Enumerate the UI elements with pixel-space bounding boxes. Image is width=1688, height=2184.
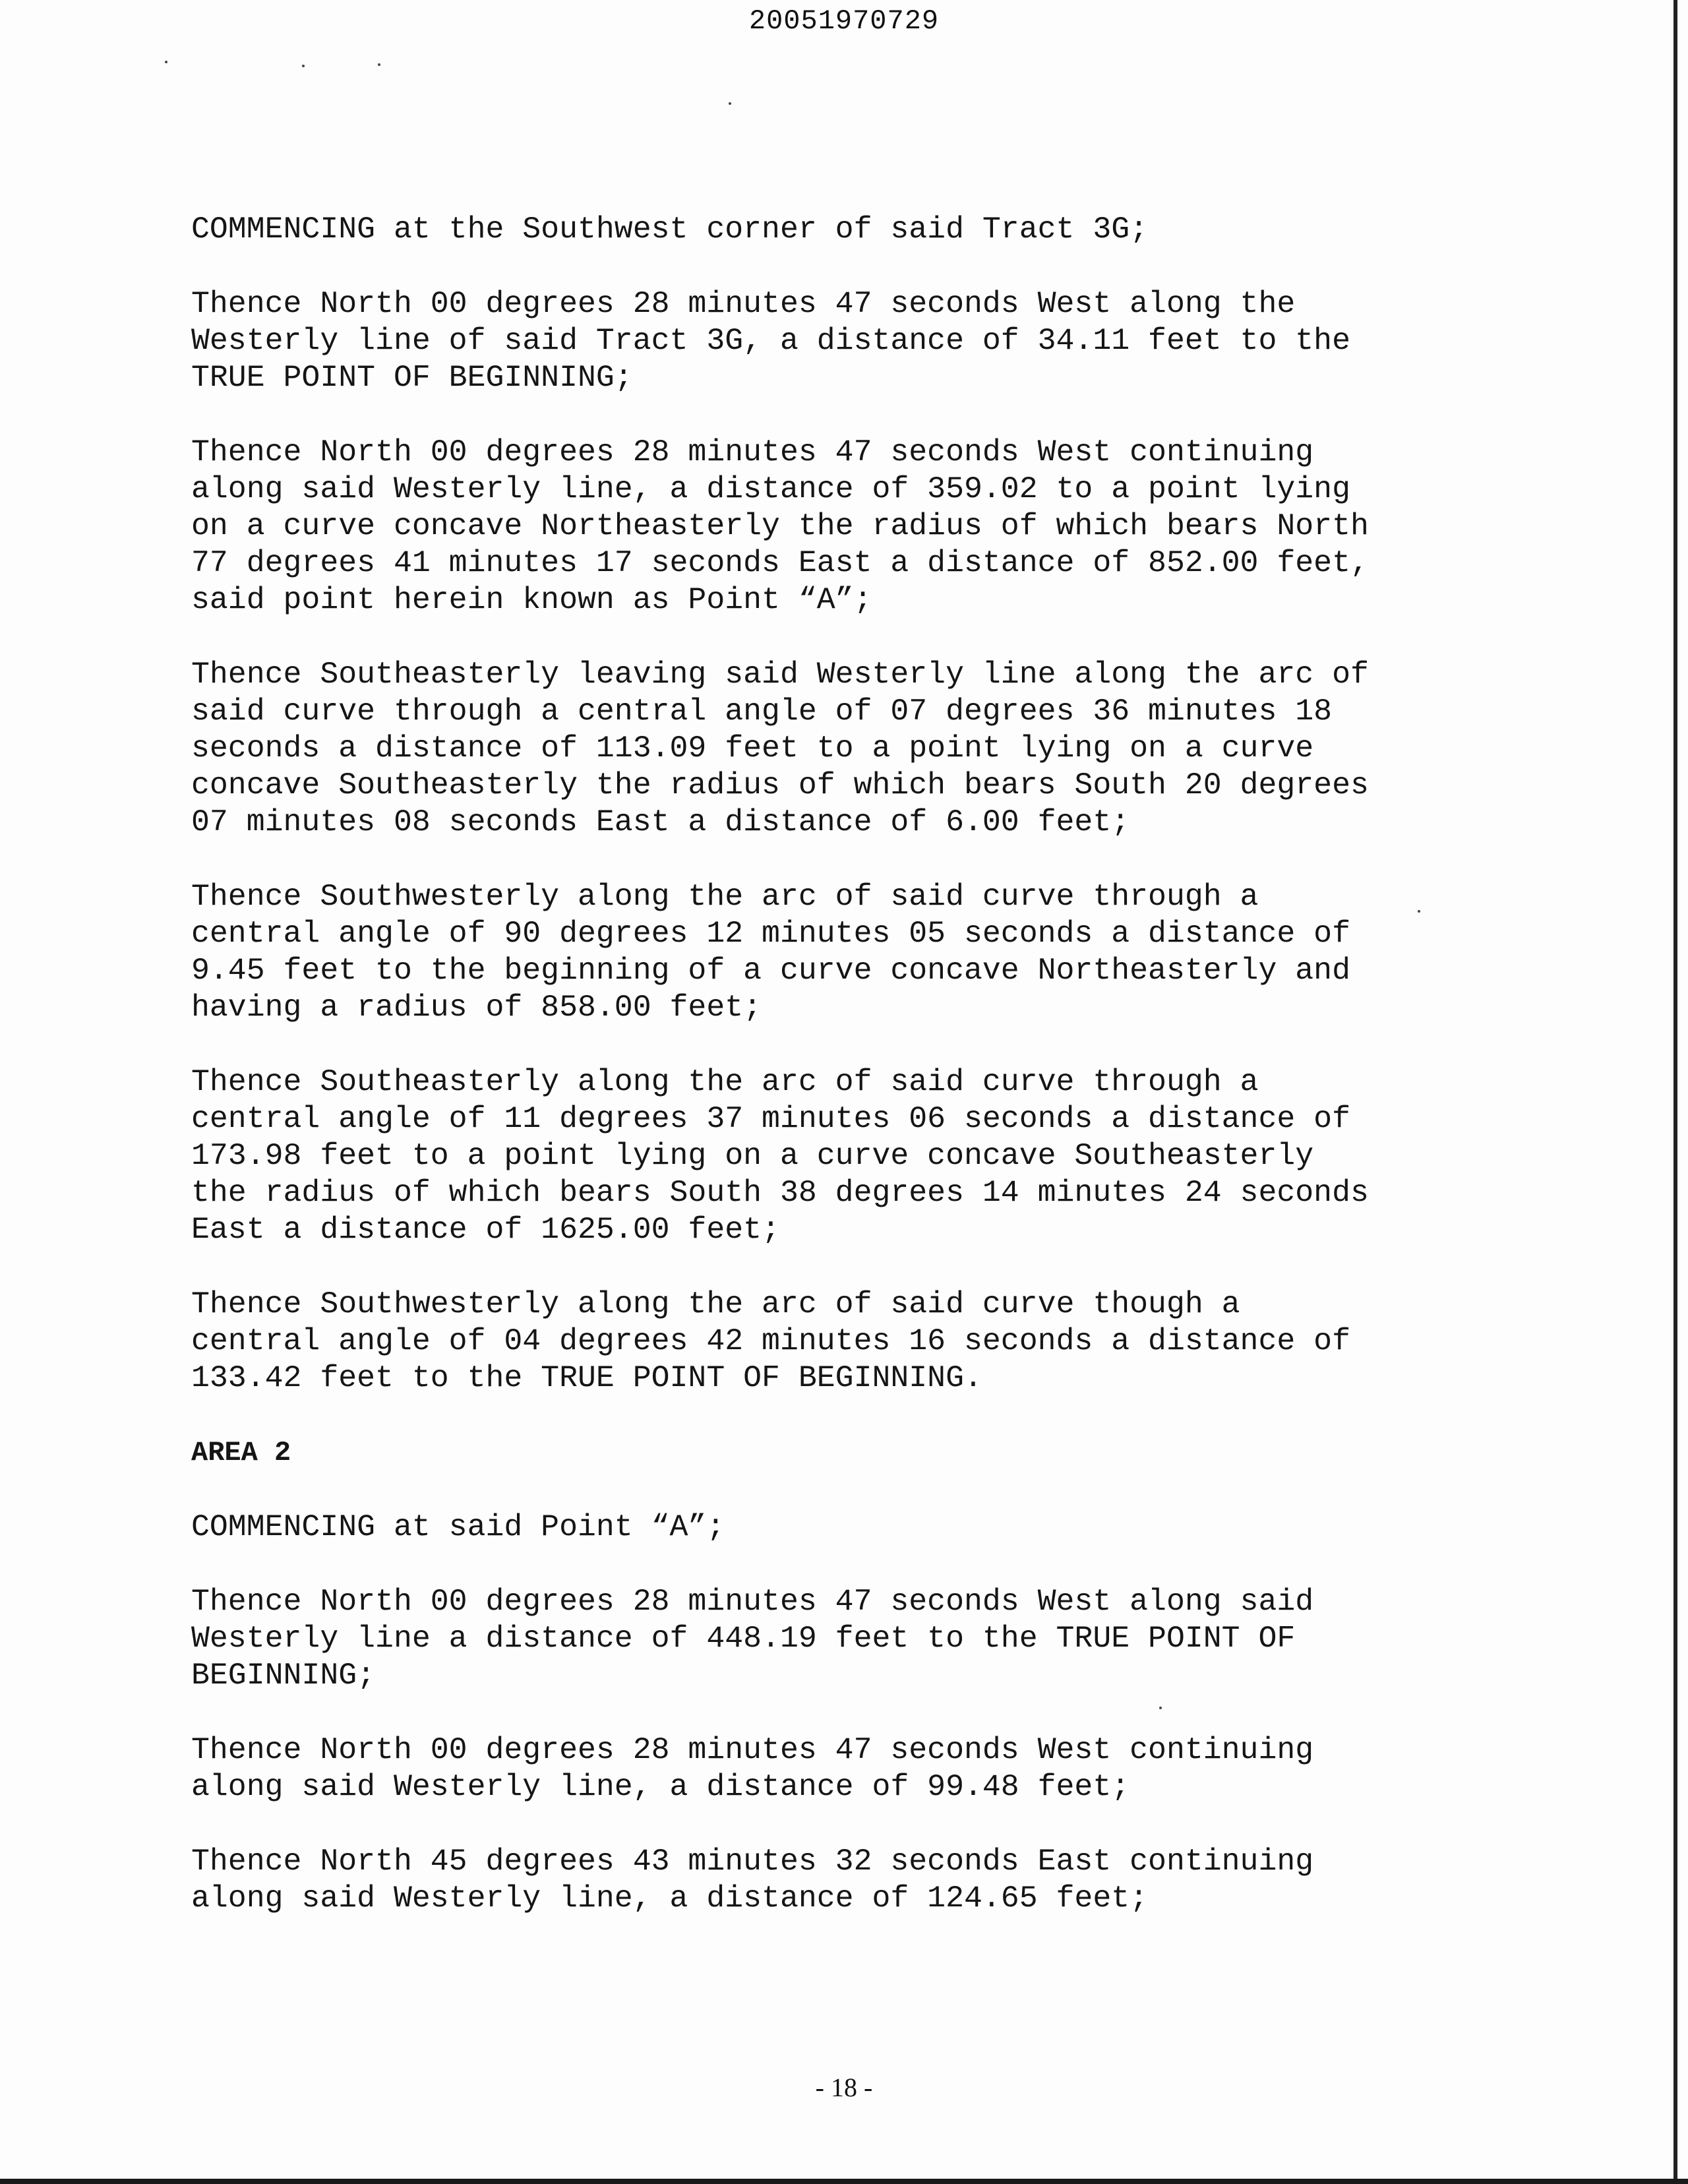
paragraph-course-6: Thence Southwesterly along the arc of said curve though a central angle of 04 degrees 42 minutes 16 seconds a distance of 133.42 feet to the TRUE POINT OF BEGINNING. <box>191 1287 1350 1395</box>
scan-bottom-border <box>0 2179 1688 2184</box>
page-number: - 18 - <box>815 2073 873 2102</box>
paragraph-course-5: Thence Southeasterly along the arc of said curve through a central angle of 11 degrees 37 minutes 06 seconds a distance of 173.98 feet to a point lying on a curve concave Southeasterly the radius of which bears South 38 degrees 14 minutes 24 seconds East a distance of 1625.00 feet; <box>191 1064 1369 1247</box>
area-2-paragraph-commencing: COMMENCING at said Point “A”; <box>191 1509 725 1544</box>
area-2-paragraph-course-3: Thence North 45 degrees 43 minutes 32 seconds East continuing along said Westerly line, a distance of 124.65 feet; <box>191 1844 1314 1916</box>
area-2-paragraph-course-1: Thence North 00 degrees 28 minutes 47 seconds West along said Westerly line a distance of 448.19 feet to the TRUE POINT OF BEGINNING; <box>191 1584 1314 1693</box>
document-number: 20051970729 <box>748 5 940 37</box>
scan-speck <box>729 102 731 105</box>
paragraph-course-3: Thence Southeasterly leaving said Westerly line along the arc of said curve through a central angle of 07 degrees 36 minutes 18 seconds a distance of 113.09 feet to a point lying on a curve concave Southeasterly the radius of which bears South 20 degrees 07 minutes 08 seconds East a distance of 6.00 feet; <box>191 657 1369 839</box>
scan-speck <box>302 65 305 67</box>
area-2-paragraph-course-2: Thence North 00 degrees 28 minutes 47 seconds West continuing along said Westerly line, a distance of 99.48 feet; <box>191 1732 1314 1804</box>
area-2-heading: AREA 2 <box>191 1437 291 1469</box>
scan-speck <box>378 63 380 66</box>
paragraph-commencing: COMMENCING at the Southwest corner of said Tract 3G; <box>191 212 1149 247</box>
scan-right-border <box>1673 0 1677 2179</box>
scan-speck <box>165 61 167 63</box>
paragraph-course-2: Thence North 00 degrees 28 minutes 47 seconds West continuing along said Westerly line, a distance of 359.02 to a point lying on a curve concave Northeasterly the radius of which bears North 77 degrees 41 minutes 17 seconds East a distance of 852.00 feet, said point herein known as Point “A”; <box>191 435 1369 617</box>
legal-description-body <box>191 211 1510 1955</box>
paragraph-course-4: Thence Southwesterly along the arc of said curve through a central angle of 90 degrees 12 minutes 05 seconds a distance of 9.45 feet to the beginning of a curve concave Northeasterly and having a radius of 858.00 feet; <box>191 879 1350 1025</box>
paragraph-course-1: Thence North 00 degrees 28 minutes 47 seconds West along the Westerly line of said Tract 3G, a distance of 34.11 feet to the TRUE POINT OF BEGINNING; <box>191 286 1350 395</box>
